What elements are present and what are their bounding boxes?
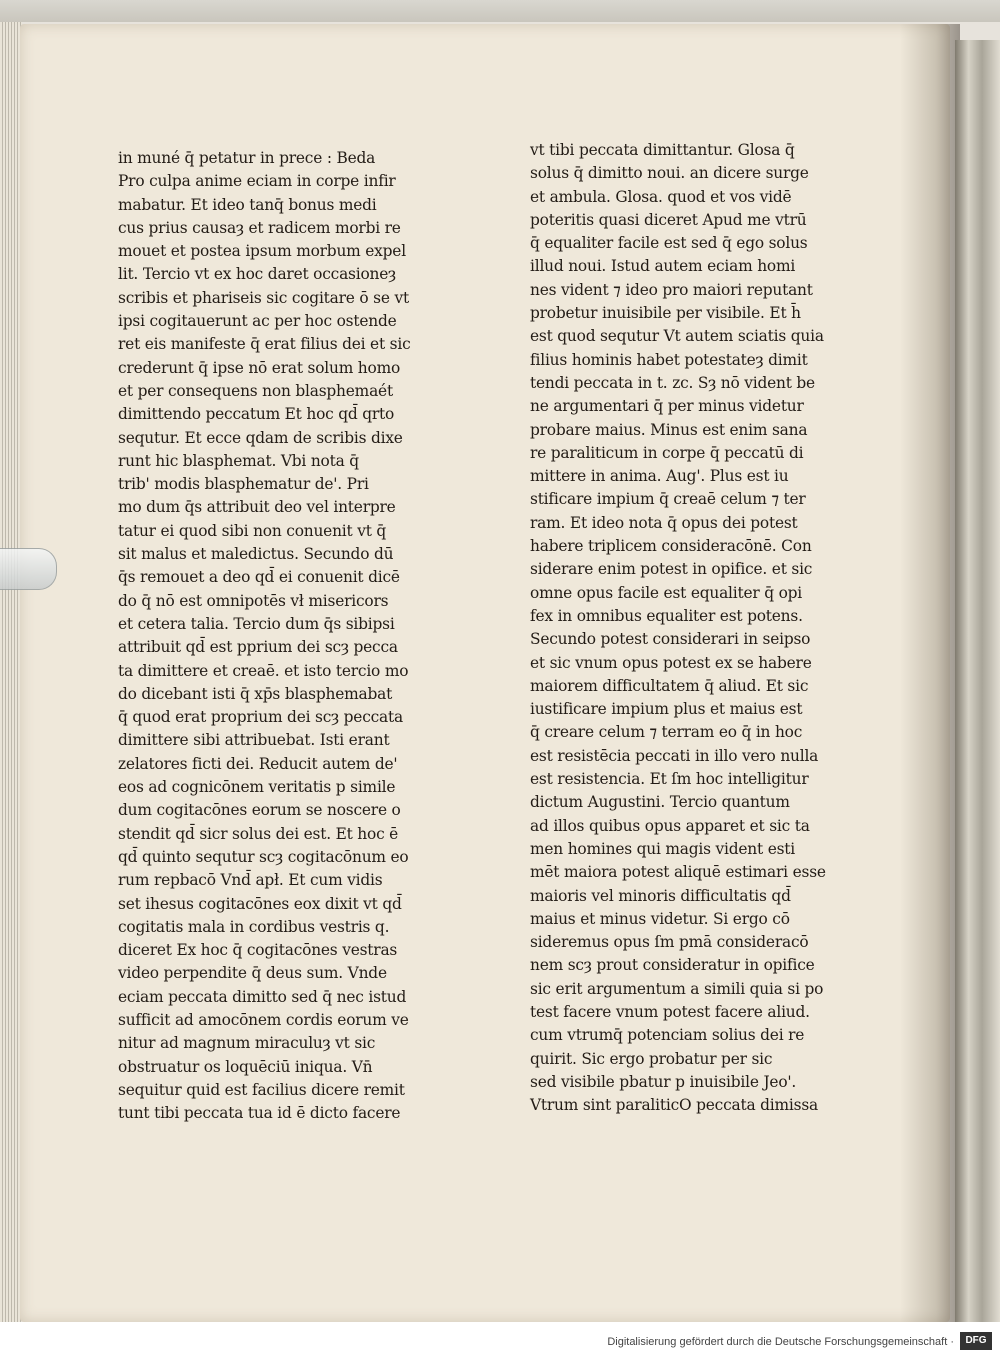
text-line: tatur ei quod sibi non conuenit vt q̄ [118,521,387,540]
text-column-left [118,147,410,1125]
text-line: sed visibile pbatur p inuisibile Jeo'. [530,1072,797,1091]
text-line: probare maius. Minus est enim sana [530,420,808,439]
text-line: siderare enim potest in opifice. et sic [530,560,813,579]
text-line: dimittendo peccatum Et hoc qd̄ qrto [118,405,395,424]
text-line: trib' modis blasphematur de'. Pri [118,475,369,494]
text-line: et sic vnum opus potest ex se habere [530,653,812,672]
text-line: scribis et phariseis sic cogitare ō se vt [118,288,409,307]
text-line: q̄ equaliter facile est sed q̄ ego solus [530,234,808,253]
text-line: rum repbacō Vnd̄ apł. Et cum vidis [118,871,383,890]
bookmark-tab [0,548,57,590]
text-line: mittere in anima. Aug'. Plus est iu [530,467,789,486]
text-line: et cetera talia. Tercio dum q̄s sibipsi [118,614,395,633]
text-line: mabatur. Et ideo tanq̄ bonus medi [118,195,377,214]
text-line: et ambula. Glosa. quod et vos vidē [530,187,792,206]
text-line: nitur ad magnum miraculuȝ vt sic [118,1034,376,1053]
text-line: in muné q̄ petatur in prece : Beda [118,149,376,167]
text-line: do dicebant isti q̄ xp̄s blasphemabat [118,684,393,703]
text-line: nes vident ⁊ ideo pro maiori reputant [530,280,813,299]
book-right-edge [955,40,1000,1340]
text-line: dimittere sibi attribuebat. Isti erant [118,731,390,750]
text-line: Secundo potest considerari in seipso [530,630,811,649]
text-line: vt tibi peccata dimittantur. Glosa q̄ [530,141,795,159]
text-line: video perpendite q̄ deus sum. Vnde [118,964,387,983]
text-line: q̄ creare celum ⁊ terram eo q̄ in hoc [530,723,803,742]
text-line: maioris vel minoris difficultatis qd̄ [530,886,791,905]
scan-top-edge [0,0,1000,22]
text-line: est resistēcia peccati in illo vero nulla [530,746,819,765]
text-line: Vtrum sint paraliticO peccata dimissa [530,1096,818,1115]
text-line: maiorem difficultatem q̄ aliud. Et sic [530,676,809,695]
text-line: attribuit qd̄ est pprium dei scȝ pecca [118,638,398,657]
text-line: fex in omnibus equaliter est potens. [530,606,803,625]
text-line: est resistencia. Et ſm hoc intelligitur [530,770,809,789]
text-line: tunt tibi peccata tua id ē dicto facere [118,1104,401,1123]
text-line: habere triplicem consideracōnē. Con [530,537,812,556]
dfg-logo: DFG [960,1332,992,1350]
text-line: sit malus et maledictus. Secundo dū [118,545,394,564]
text-line: cum vtrumq̄ potenciam solius dei re [530,1026,805,1045]
page-gutter-shadow [900,24,960,1322]
text-line: ram. Et ideo nota q̄ opus dei potest [530,513,798,532]
text-line: stendit qd̄ sicr solus dei est. Et hoc ē [118,824,399,843]
text-line: set ihesus cogitacōnes eox dixit vt qd̄ [118,894,402,913]
text-line: et per consequens non blasphemaét [118,381,393,400]
text-line: ipsi cogitauerunt ac per hoc ostende [118,312,397,331]
text-line: ne argumentari q̄ per minus videtur [530,397,804,416]
page-stack-edges [0,22,22,1322]
text-line: stificare impium q̄ creaē celum ⁊ ter [530,490,806,509]
text-line: men homines qui magis vident esti [530,839,796,858]
text-line: iustificare impium plus et maius est [530,700,803,719]
text-line: eciam peccata dimitto sed q̄ nec istud [118,987,407,1006]
text-line: illud noui. Istud autem eciam homi [530,257,796,276]
text-line: probetur inuisibile per visibile. Et h̄ [530,304,801,323]
text-line: ret eis manifeste q̄ erat filius dei et sic [118,335,411,354]
text-line: quirit. Sic ergo probatur per sic [530,1049,773,1068]
footer-bar [0,1322,1000,1363]
text-line: filius hominis habet potestateȝ dimit [530,350,808,369]
text-line: runt hic blasphemat. Vbi nota q̄ [118,451,359,470]
text-line: obstruatur os loquēciū iniqua. Vn̄ [118,1057,373,1076]
text-line: qd̄ quinto sequtur scȝ cogitacōnum eo [118,847,409,866]
text-line: q̄ quod erat proprium dei scȝ peccata [118,708,403,727]
text-line: Pro culpa anime eciam in corpe infir [118,172,396,191]
text-line: nem scȝ prout consideratur in opifice [530,956,815,975]
text-line: eos ad cognicōnem veritatis p simile [118,778,396,797]
text-line: poteritis quasi diceret Apud me vtrū [530,210,807,229]
text-line: cogitatis mala in cordibus vestris q. [118,917,390,936]
text-line: do q̄ nō est omnipotēs vł misericors [118,591,389,610]
text-line: re paraliticum in corpe q̄ peccatū di [530,443,804,462]
text-line: omne opus facile est equaliter q̄ opi [530,583,803,602]
text-line: sequitur quid est facilius dicere remit [118,1080,405,1099]
text-line: maius et minus videtur. Si ergo cō [530,909,790,928]
text-line: test facere vnum potest facere aliud. [530,1002,810,1021]
text-line: sufficit ad amocōnem cordis eorum ve [118,1010,409,1029]
text-line: crederunt q̄ ipse nō erat solum homo [118,358,401,377]
text-line: ad illos quibus opus apparet et sic ta [530,816,810,835]
funding-notice: Digitalisierung gefördert durch die Deutsche Forschungsgemeinschaft · [607,1336,954,1348]
text-line: sequtur. Et ecce qdam de scribis dixe [118,428,403,447]
text-line: q̄s remouet a deo qd̄ ei conuenit dicē [118,568,400,587]
text-line: zelatores ficti dei. Reducit autem de' [118,754,398,773]
text-line: diceret Ex hoc q̄ cogitacōnes vestras [118,941,398,960]
text-line: tendi peccata in t. zc. Sȝ nō vident be [530,373,815,392]
text-line: lit. Tercio vt ex hoc daret occasioneȝ [118,265,396,284]
text-line: sic erit argumentum a simili quia si po [530,979,824,998]
text-line: dum cogitacōnes eorum se noscere o [118,801,401,820]
text-line: mouet et postea ipsum morbum expel [118,242,406,261]
text-line: cus prius causaȝ et radicem morbi re [118,218,401,237]
text-line: mo dum q̄s attribuit deo vel interpre [118,498,396,517]
text-line: est quod sequtur Vt autem sciatis quia [530,327,824,346]
text-column-right [530,139,826,1117]
text-line: solus q̄ dimitto noui. an dicere surge [530,164,809,183]
text-line: sideremus opus ſm pmā consideracō [530,933,809,952]
text-line: mēt maiora potest aliquē estimari esse [530,863,826,882]
text-line: dictum Augustini. Tercio quantum [530,793,790,812]
text-line: ta dimittere et creaē. et isto tercio mo [118,661,409,680]
